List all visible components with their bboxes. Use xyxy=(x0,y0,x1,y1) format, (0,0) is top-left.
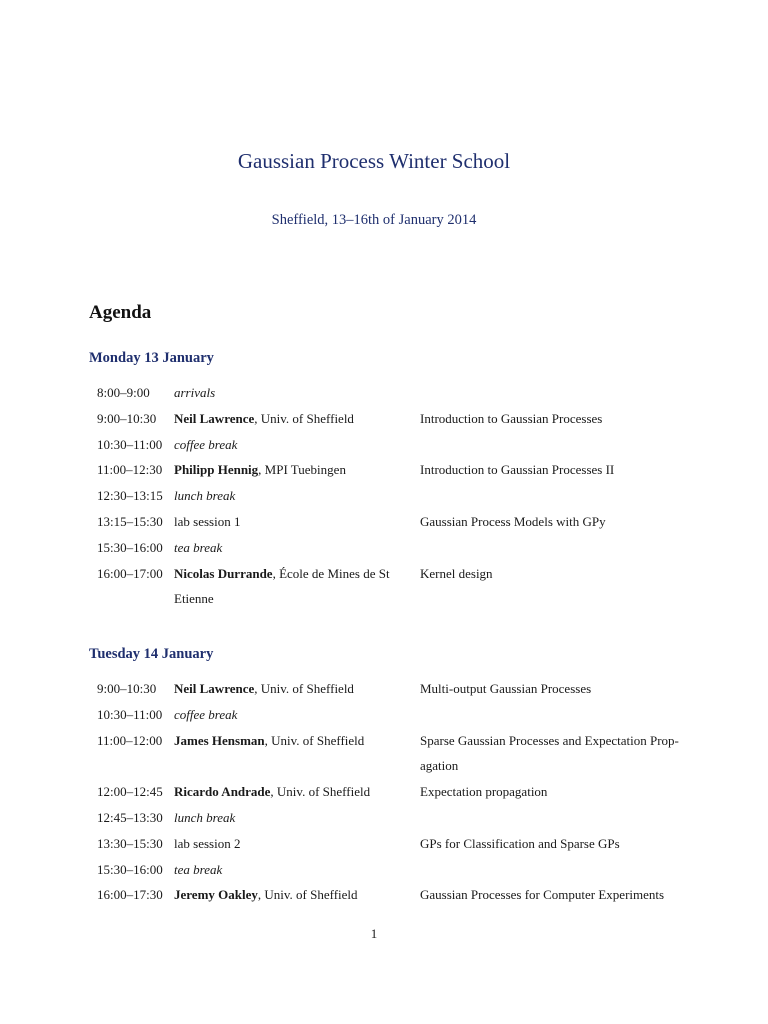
session-time: 12:45–13:30 xyxy=(97,809,163,825)
schedule-row xyxy=(0,779,768,805)
session-speaker xyxy=(174,380,412,406)
speaker-affiliation: , École de Mines de St xyxy=(272,565,390,581)
speaker-affiliation: tea break xyxy=(174,861,223,877)
speaker-affiliation: , Univ. of Sheffield xyxy=(264,732,365,748)
session-time: 16:00–17:30 xyxy=(97,887,163,903)
session-speaker xyxy=(174,406,412,432)
session-topic xyxy=(420,457,700,483)
topic-text: Introduction to Gaussian Processes II xyxy=(420,462,615,478)
schedule-row xyxy=(0,676,768,702)
session-speaker xyxy=(174,805,412,831)
session-time: 10:30–11:00 xyxy=(97,706,163,722)
session-time: 13:30–15:30 xyxy=(97,835,163,851)
session-speaker xyxy=(174,509,412,535)
schedule-row xyxy=(0,805,768,831)
session-topic xyxy=(420,561,700,587)
speaker-affiliation: , Univ. of Sheffield xyxy=(257,887,358,903)
schedule-row xyxy=(0,561,768,613)
speaker-affiliation-continued: Etienne xyxy=(174,591,214,607)
session-speaker xyxy=(174,483,412,509)
schedule-row xyxy=(0,831,768,857)
schedule-row xyxy=(0,406,768,432)
speaker-affiliation: lab session 1 xyxy=(174,513,241,529)
speaker-affiliation: arrivals xyxy=(174,385,216,400)
session-speaker xyxy=(174,457,412,483)
session-time: 11:00–12:30 xyxy=(97,462,163,478)
schedule-row xyxy=(0,702,768,728)
session-speaker xyxy=(174,857,412,883)
speaker-affiliation: coffee break xyxy=(174,706,238,722)
speaker-affiliation: , MPI Tuebingen xyxy=(258,462,346,478)
topic-text: Gaussian Process Models with GPy xyxy=(420,513,606,529)
schedule-monday xyxy=(0,380,768,612)
session-time: 16:00–17:00 xyxy=(97,565,163,581)
session-speaker xyxy=(174,561,412,613)
schedule-row xyxy=(0,882,768,908)
session-speaker xyxy=(174,831,412,857)
schedule-tuesday xyxy=(0,676,768,908)
schedule-row xyxy=(0,483,768,509)
topic-text: Gaussian Processes for Computer Experiments xyxy=(420,887,665,903)
document-subtitle: Sheffield, 13–16th of January 2014 xyxy=(271,212,477,228)
session-speaker xyxy=(174,676,412,702)
session-time: 11:00–12:00 xyxy=(97,732,163,748)
session-topic xyxy=(420,831,700,857)
topic-text: Multi-output Gaussian Processes xyxy=(420,681,592,696)
speaker-affiliation: lab session 2 xyxy=(174,835,241,851)
session-time: 13:15–15:30 xyxy=(97,513,163,529)
schedule-row xyxy=(0,857,768,883)
session-speaker xyxy=(174,728,412,754)
speaker-name: Philipp Hennig xyxy=(174,462,259,478)
session-speaker xyxy=(174,882,412,908)
session-time: 12:00–12:45 xyxy=(97,784,163,800)
session-time: 9:00–10:30 xyxy=(97,410,157,426)
session-time: 9:00–10:30 xyxy=(97,681,157,696)
session-topic xyxy=(420,509,700,535)
speaker-name: Neil Lawrence xyxy=(174,681,255,696)
speaker-affiliation: , Univ. of Sheffield xyxy=(270,784,371,800)
session-speaker xyxy=(174,535,412,561)
topic-text-continued: agation xyxy=(420,758,459,774)
schedule-row xyxy=(0,432,768,458)
speaker-name: Neil Lawrence xyxy=(174,410,255,426)
day-heading-tuesday: Tuesday 14 January xyxy=(89,646,214,662)
speaker-affiliation: lunch break xyxy=(174,488,236,504)
speaker-affiliation: , Univ. of Sheffield xyxy=(254,410,354,426)
speaker-affiliation: tea break xyxy=(174,539,223,555)
session-time: 15:30–16:00 xyxy=(97,861,163,877)
speaker-name: Ricardo Andrade xyxy=(174,784,271,800)
session-time: 10:30–11:00 xyxy=(97,436,163,452)
session-time: 15:30–16:00 xyxy=(97,539,163,555)
session-speaker xyxy=(174,432,412,458)
topic-text: Kernel design xyxy=(420,565,493,581)
session-topic xyxy=(420,882,700,908)
topic-text: GPs for Classification and Sparse GPs xyxy=(420,835,620,851)
session-topic xyxy=(420,779,700,805)
speaker-name: Jeremy Oakley xyxy=(174,887,258,903)
session-time: 12:30–13:15 xyxy=(97,488,163,504)
page-number: 1 xyxy=(370,926,378,941)
schedule-row xyxy=(0,535,768,561)
document-title: Gaussian Process Winter School xyxy=(237,149,511,173)
session-topic xyxy=(420,406,700,432)
session-speaker xyxy=(174,702,412,728)
speaker-affiliation: lunch break xyxy=(174,809,236,825)
schedule-row xyxy=(0,380,768,406)
speaker-affiliation: , Univ. of Sheffield xyxy=(254,681,354,696)
speaker-name: James Hensman xyxy=(174,732,265,748)
day-heading-monday: Monday 13 January xyxy=(89,350,214,366)
session-topic xyxy=(420,728,700,780)
session-topic xyxy=(420,676,700,702)
session-time: 8:00–9:00 xyxy=(97,385,150,400)
topic-text: Sparse Gaussian Processes and Expectation Prop- xyxy=(420,732,679,748)
session-speaker xyxy=(174,779,412,805)
schedule-row xyxy=(0,728,768,780)
speaker-name: Nicolas Durrande xyxy=(174,565,273,581)
topic-text: Introduction to Gaussian Processes xyxy=(420,410,603,426)
speaker-affiliation: coffee break xyxy=(174,436,238,452)
topic-text: Expectation propagation xyxy=(420,784,548,800)
schedule-row xyxy=(0,457,768,483)
schedule-row xyxy=(0,509,768,535)
agenda-heading: Agenda xyxy=(89,302,152,323)
